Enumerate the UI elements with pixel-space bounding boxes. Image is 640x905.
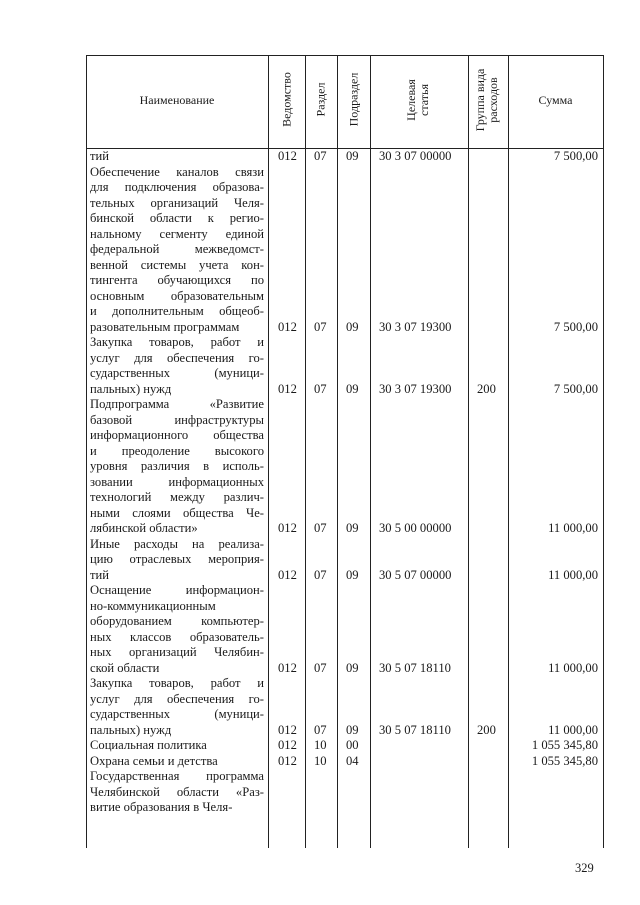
cell-sum: 1 055 345,80: [531, 738, 598, 752]
row-name: [90, 165, 264, 336]
cell-target: 30 3 07 19300: [379, 319, 452, 334]
row-name-line: венной системы учета кон-: [90, 257, 264, 272]
row-name-line: но-коммуникационным: [90, 598, 216, 613]
cell-podrazdel: 09: [346, 660, 359, 675]
cell-podrazdel: 09: [346, 567, 359, 582]
header-group-line2: расходов: [486, 77, 500, 123]
row-name-line: сударственных (муници-: [90, 707, 264, 721]
cell-podrazdel: 09: [346, 381, 359, 396]
cell-podrazdel: 09: [346, 722, 359, 737]
cell-target: 30 5 07 00000: [379, 567, 452, 582]
row-name-line: оборудованием компьютер-: [90, 614, 264, 628]
row-name-line: и дополнительным общеоб-: [90, 304, 264, 318]
row-name-line: зовании информационных: [90, 474, 264, 489]
table-top-border: [86, 55, 604, 56]
cell-target: 30 5 07 18110: [379, 660, 451, 675]
row-name-line: Социальная политика: [90, 738, 207, 752]
cell-podrazdel: 00: [346, 738, 359, 752]
row-name-line: Подпрограмма «Развитие: [90, 397, 264, 411]
row-name-line: ными слоями общества Че-: [90, 505, 264, 520]
cell-razdel: 07: [314, 722, 327, 737]
cell-sum: 11 000,00: [548, 722, 598, 737]
row-name-line: основным образовательным: [90, 288, 264, 303]
cell-group: 200: [477, 381, 496, 396]
cell-group: 200: [477, 722, 496, 737]
row-name: [90, 738, 264, 754]
cell-sum: 11 000,00: [548, 660, 598, 675]
row-name-line: услуг для обеспечения го-: [90, 350, 264, 365]
header-vedomstvo: Ведомство: [279, 72, 294, 127]
cell-podrazdel: 09: [346, 521, 359, 535]
row-name: [90, 537, 264, 584]
row-name-line: тельных организаций Челя-: [90, 195, 264, 210]
col-border: [305, 55, 306, 848]
row-name-line: Оснащение информацион-: [90, 583, 264, 597]
row-name-line: Обеспечение каналов связи: [90, 164, 264, 179]
cell-razdel: 07: [314, 149, 327, 163]
col-border: [508, 55, 509, 848]
row-name-line: Государственная программа: [90, 769, 264, 783]
page-number: 329: [575, 861, 594, 875]
header-name: Наименование: [139, 93, 215, 107]
row-name-line: информационного общества: [90, 428, 264, 442]
row-name-line: тингента обучающихся по: [90, 273, 264, 287]
col-border: [468, 55, 469, 848]
row-name: [90, 583, 264, 676]
col-border: [603, 55, 604, 848]
row-name-line: пальных) нужд: [90, 381, 172, 396]
row-name-line: пальных) нужд: [90, 722, 172, 737]
row-name: [90, 754, 264, 770]
header-target-line1: Целевая: [404, 79, 418, 121]
row-name-line: услуг для обеспечения го-: [90, 691, 264, 706]
cell-razdel: 07: [314, 521, 327, 535]
row-name-line: тий: [90, 149, 109, 163]
row-name: [90, 149, 264, 165]
row-name-line: ных организаций Челябин-: [90, 645, 264, 659]
row-name: [90, 769, 264, 816]
row-name-line: Закупка товаров, работ и: [90, 676, 264, 690]
cell-podrazdel: 09: [346, 149, 359, 163]
row-name-line: для подключения образова-: [90, 180, 264, 194]
row-name-line: сударственных (муници-: [90, 366, 264, 380]
cell-razdel: 07: [314, 660, 327, 675]
row-name-line: ской области: [90, 660, 160, 675]
cell-target: 30 5 07 18110: [379, 722, 451, 737]
row-name-line: цию отраслевых мероприя-: [90, 552, 264, 566]
row-name-line: бинской области к регио-: [90, 211, 264, 225]
header-podrazdel: Подраздел: [346, 72, 361, 127]
row-name-line: Охрана семьи и детства: [90, 753, 218, 768]
row-name-line: Закупка товаров, работ и: [90, 335, 264, 349]
header-group-line1: Группа вида: [473, 68, 487, 132]
cell-vedomstvo: 012: [278, 567, 297, 582]
header-group: [474, 55, 502, 145]
row-name-line: технологий между различ-: [90, 490, 264, 504]
row-name-line: базовой инфраструктуры: [90, 412, 264, 427]
cell-razdel: 10: [314, 753, 327, 768]
row-name-line: нальному сегменту единой: [90, 226, 264, 241]
col-border: [337, 55, 338, 848]
cell-vedomstvo: 012: [278, 381, 297, 396]
cell-target: 30 3 07 00000: [379, 149, 452, 163]
row-name: [90, 335, 264, 397]
row-name-line: Челябинской области «Раз-: [90, 784, 264, 799]
cell-sum: 11 000,00: [548, 567, 598, 582]
row-name-line: лябинской области»: [90, 521, 198, 535]
cell-podrazdel: 04: [346, 753, 359, 768]
row-name-line: федеральной межведомст-: [90, 242, 264, 256]
cell-sum: 7 500,00: [553, 149, 598, 163]
cell-vedomstvo: 012: [278, 319, 297, 334]
header-razdel: Раздел: [313, 82, 328, 117]
cell-razdel: 07: [314, 319, 327, 334]
row-name: [90, 397, 264, 537]
cell-sum: 11 000,00: [548, 521, 598, 535]
row-name-line: ных классов образователь-: [90, 629, 264, 644]
col-border: [370, 55, 371, 848]
cell-podrazdel: 09: [346, 319, 359, 334]
header-sum: Сумма: [538, 93, 573, 107]
header-target: [405, 55, 433, 145]
cell-vedomstvo: 012: [278, 660, 297, 675]
cell-vedomstvo: 012: [278, 753, 297, 768]
cell-sum: 1 055 345,80: [531, 753, 598, 768]
cell-razdel: 07: [314, 381, 327, 396]
row-name-line: Иные расходы на реализа-: [90, 536, 264, 551]
row-name-line: уровня различия в исполь-: [90, 459, 264, 473]
cell-target: 30 5 00 00000: [379, 521, 452, 535]
cell-sum: 7 500,00: [553, 381, 598, 396]
cell-vedomstvo: 012: [278, 738, 297, 752]
row-name-line: тий: [90, 567, 109, 582]
cell-vedomstvo: 012: [278, 149, 297, 163]
cell-sum: 7 500,00: [553, 319, 598, 334]
row-name-line: витие образования в Челя-: [90, 800, 233, 814]
row-name: [90, 676, 264, 738]
cell-vedomstvo: 012: [278, 722, 297, 737]
col-border: [268, 55, 269, 848]
row-name-line: разовательным программам: [90, 319, 240, 334]
row-name-line: и преодоление высокого: [90, 443, 264, 458]
cell-vedomstvo: 012: [278, 521, 297, 535]
cell-target: 30 3 07 19300: [379, 381, 452, 396]
header-target-line2: статья: [417, 84, 431, 116]
cell-razdel: 10: [314, 738, 327, 752]
col-border: [86, 55, 87, 848]
cell-razdel: 07: [314, 567, 327, 582]
